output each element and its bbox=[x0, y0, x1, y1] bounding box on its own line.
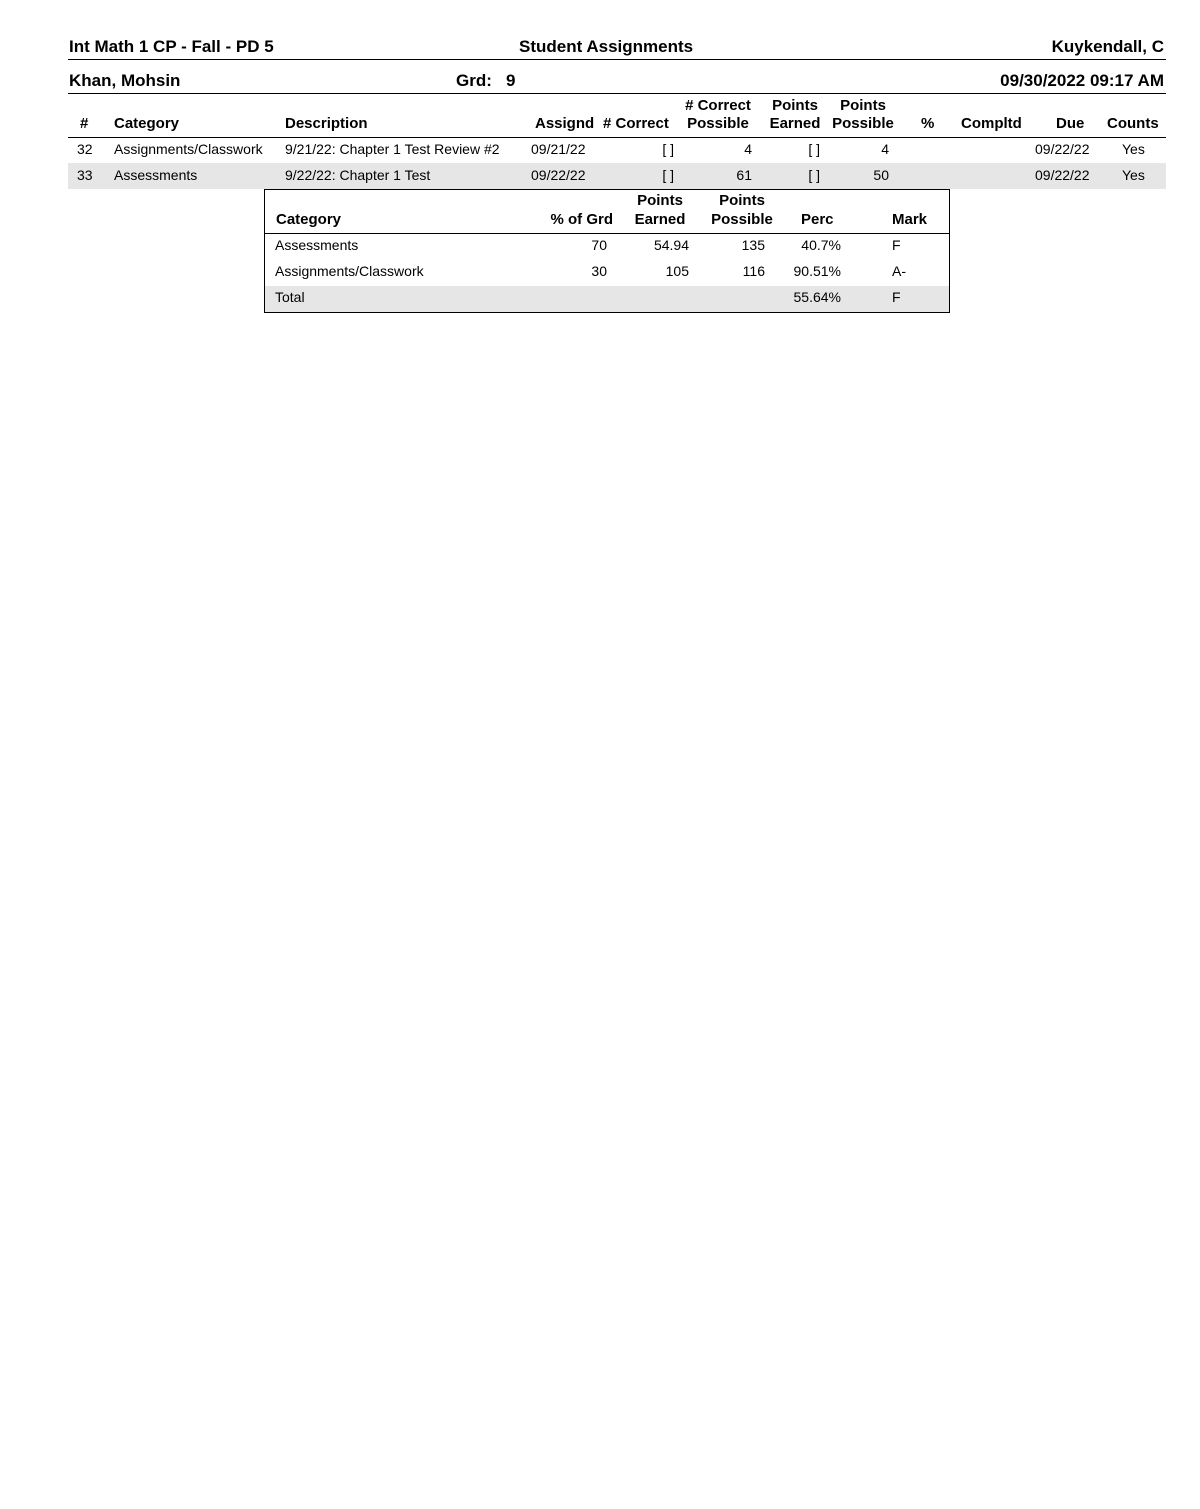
course-title: Int Math 1 CP - Fall - PD 5 bbox=[69, 37, 274, 56]
header-rule-top bbox=[68, 59, 1166, 60]
row-points-possible: 4 bbox=[881, 141, 889, 157]
col-points-possible-line1: Points bbox=[840, 97, 886, 114]
row-num: 33 bbox=[77, 167, 93, 183]
student-name: Khan, Mohsin bbox=[69, 71, 181, 90]
teacher-name: Kuykendall, C bbox=[1051, 37, 1164, 56]
summary-total-perc: 55.64% bbox=[793, 289, 841, 305]
header-rule-bottom bbox=[68, 93, 1166, 94]
report-datetime: 09/30/2022 09:17 AM bbox=[1000, 71, 1164, 90]
summary-row-points-earned: 105 bbox=[665, 263, 689, 279]
summary-col-perc: Perc bbox=[801, 211, 834, 228]
col-percent: % bbox=[921, 115, 935, 132]
row-category: Assignments/Classwork bbox=[114, 141, 263, 157]
summary-total-mark: F bbox=[892, 289, 901, 305]
col-assigned: Assignd bbox=[535, 115, 595, 132]
col-correct-possible-line1: # Correct bbox=[685, 97, 751, 114]
grade-value: 9 bbox=[506, 71, 516, 90]
summary-col-points-possible-line2: Possible bbox=[711, 211, 773, 228]
col-points-earned-line1: Points bbox=[772, 97, 818, 114]
row-counts: Yes bbox=[1122, 167, 1145, 183]
row-points-possible: 50 bbox=[873, 167, 889, 183]
row-points-earned: [ ] bbox=[808, 141, 820, 157]
summary-col-points-earned-line1: Points bbox=[637, 192, 683, 209]
row-points-earned: [ ] bbox=[808, 167, 820, 183]
row-assigned: 09/21/22 bbox=[531, 141, 586, 157]
col-correct-possible-line2: Possible bbox=[687, 115, 749, 132]
col-points-earned-line2: Earned bbox=[769, 115, 821, 132]
row-num-correct: [ ] bbox=[662, 141, 674, 157]
summary-row-points-earned: 54.94 bbox=[653, 237, 689, 253]
row-due: 09/22/22 bbox=[1035, 167, 1090, 183]
summary-header-rule bbox=[265, 233, 949, 234]
row-num-correct: [ ] bbox=[662, 167, 674, 183]
col-num: # bbox=[80, 115, 89, 132]
col-category: Category bbox=[114, 115, 180, 132]
row-due: 09/22/22 bbox=[1035, 141, 1090, 157]
col-points-possible-line2: Possible bbox=[832, 115, 894, 132]
summary-row-pct-of-grade: 30 bbox=[591, 263, 607, 279]
summary-col-category: Category bbox=[276, 211, 342, 228]
row-num: 32 bbox=[77, 141, 93, 157]
category-summary-table bbox=[264, 189, 950, 313]
summary-row-category: Assessments bbox=[275, 237, 359, 253]
grade-label: Grd: bbox=[456, 71, 492, 90]
col-num-correct: # Correct bbox=[603, 115, 669, 132]
summary-col-pct-of-grade: % of Grd bbox=[550, 211, 613, 228]
summary-total-label: Total bbox=[275, 289, 305, 305]
summary-total-shading bbox=[265, 286, 949, 312]
summary-col-mark: Mark bbox=[892, 211, 928, 228]
summary-row-perc: 40.7% bbox=[801, 237, 841, 253]
assignments-header-rule bbox=[68, 137, 1166, 138]
summary-row-mark: A- bbox=[892, 263, 906, 279]
summary-col-points-earned-line2: Earned bbox=[634, 211, 686, 228]
row-category: Assessments bbox=[114, 167, 198, 183]
row-correct-possible: 61 bbox=[736, 167, 752, 183]
col-counts: Counts bbox=[1107, 115, 1159, 132]
row-counts: Yes bbox=[1122, 141, 1145, 157]
row-shading bbox=[68, 163, 1166, 189]
summary-col-points-possible-line1: Points bbox=[719, 192, 765, 209]
summary-row-points-possible: 135 bbox=[741, 237, 765, 253]
summary-row-category: Assignments/Classwork bbox=[275, 263, 424, 279]
summary-row-pct-of-grade: 70 bbox=[591, 237, 607, 253]
report-title: Student Assignments bbox=[519, 37, 694, 56]
summary-row-perc: 90.51% bbox=[793, 263, 841, 279]
col-due: Due bbox=[1056, 115, 1085, 132]
col-completed: Compltd bbox=[961, 115, 1022, 132]
row-description: 9/22/22: Chapter 1 Test bbox=[285, 167, 431, 183]
col-description: Description bbox=[285, 115, 368, 132]
summary-row-points-possible: 116 bbox=[742, 263, 765, 279]
summary-row-mark: F bbox=[892, 237, 901, 253]
row-correct-possible: 4 bbox=[744, 141, 752, 157]
row-description: 9/21/22: Chapter 1 Test Review #2 bbox=[285, 141, 500, 157]
row-assigned: 09/22/22 bbox=[531, 167, 586, 183]
